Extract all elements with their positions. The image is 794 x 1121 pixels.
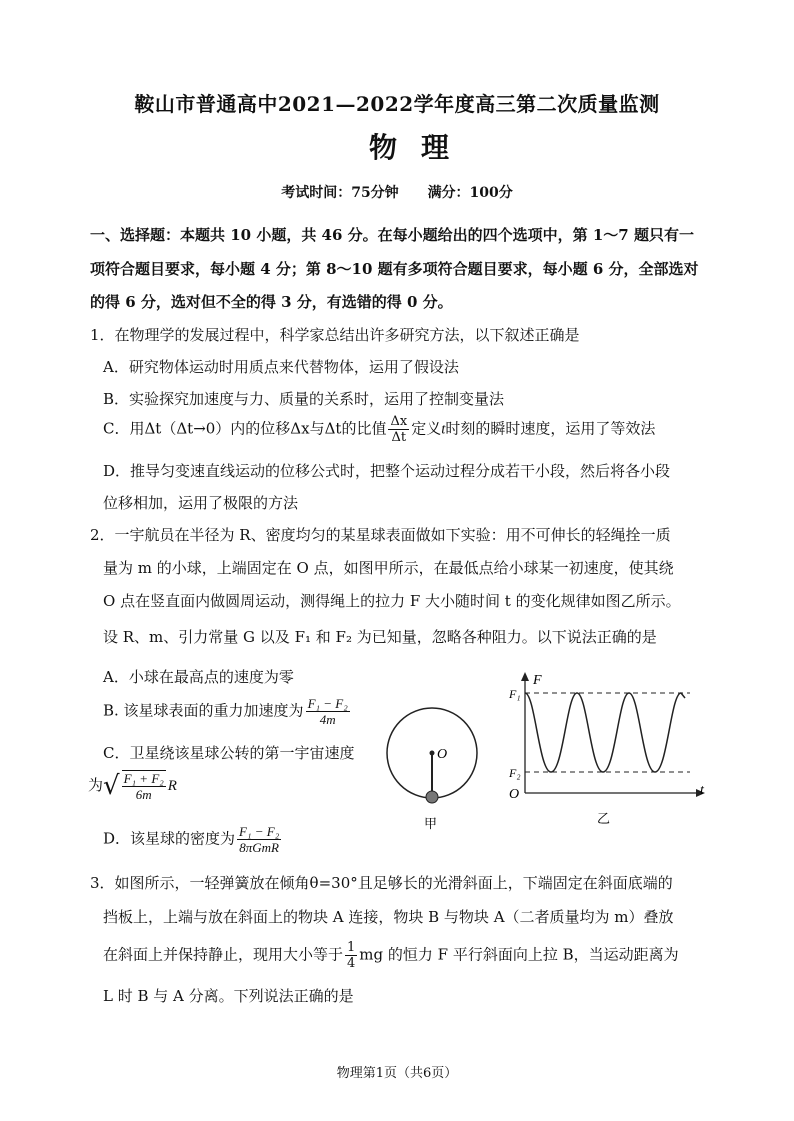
q3-stem-line1: 3．如图所示，一轻弹簧放在倾角θ=30°且足够长的光滑斜面上，下端固定在斜面底端的 xyxy=(90,874,673,892)
pivot-point xyxy=(430,751,435,756)
q2-option-b: B. 该星球表面的重力加速度为 $\frac{\text{F₁ − F₂}}{4m}$ xyxy=(103,696,348,727)
force-curve xyxy=(525,693,685,772)
full-score: 满分：100分 xyxy=(427,185,513,201)
q1-option-a: A．研究物体运动时用质点来代替物体，运用了假设法 xyxy=(103,358,459,376)
figure-jia xyxy=(380,700,480,835)
figure-yi-label: 乙 xyxy=(597,811,611,826)
figure-jia-label: 甲 xyxy=(424,816,438,831)
y-axis-label: F xyxy=(533,673,542,688)
section-instructions-line2: 项符合题目要求，每小题 4 分；第 8～10 题有多项符合题目要求，每小题 6 分，全部选对 xyxy=(90,260,699,278)
ball xyxy=(426,791,438,803)
subject-title: 物理 xyxy=(368,131,473,164)
page-footer: 物理第1页（共6页） xyxy=(336,1066,458,1081)
figure-yi xyxy=(505,668,715,833)
origin-label: O xyxy=(509,787,520,802)
f2-label: F₂ xyxy=(509,766,521,780)
q2-stem-line4: 设 R、m、引力常量 G 以及 F₁ 和 F₂ 为已知量，忽略各种阻力。以下说法正确的是 xyxy=(103,628,657,646)
q2-option-d: D．该星球的密度为 $\frac{\text{F₁ − F₂}}{\text{8πGmR}}$ xyxy=(103,824,280,855)
section-instructions-line3: 的得 6 分，选对但不全的得 3 分，有选错的得 0 分。 xyxy=(90,293,453,311)
x-axis-label: t xyxy=(700,783,704,798)
q2-option-c-line1: C．卫星绕该星球公转的第一宇宙速度 xyxy=(103,744,355,762)
q1-option-c: C．用Δt（Δt→0）内的位移Δx与Δt的比值 $\frac{\Delta x}{\Delta t}$ 定义t时刻的瞬时速度，运用了等效法 xyxy=(103,414,656,445)
q1-c-fraction: $\frac{\Delta x}{\Delta t}$ xyxy=(390,414,408,445)
q3-stem-line2: 挡板上，上端与放在斜面上的物块 A 连接，物块 B 与物块 A（二者质量均为 m）叠放 xyxy=(103,908,674,926)
q2-stem-line3: O 点在竖直面内做圆周运动，测得绳上的拉力 F 大小随时间 t 的变化规律如图乙所示。 xyxy=(103,592,681,610)
q2-stem-line2: 量为 m 的小球，上端固定在 O 点，如图甲所示，在最低点给小球某一初速度，使其绕 xyxy=(103,559,674,577)
q3-stem-line3: 在斜面上并保持静止，现用大小等于 $\frac{1}{4}$ mg 的恒力 F 平行斜面向上拉 B，当运动距离为 xyxy=(103,940,679,971)
q2-stem-line1: 2．一宇航员在半径为 R、密度均匀的某星球表面做如下实验：用不可伸长的轻绳拴一质 xyxy=(90,526,671,544)
q1-option-b: B．实验探究加速度与力、质量的关系时，运用了控制变量法 xyxy=(103,390,505,408)
exam-title: 鞍山市普通高中2021—2022学年度高三第二次质量监测 xyxy=(134,92,660,116)
q3-stem-line4: L 时 B 与 A 分离。下列说法正确的是 xyxy=(103,987,354,1005)
q1-option-d-line1: D．推导匀变速直线运动的位移公式时，把整个运动过程分成若干小段，然后将各小段 xyxy=(103,462,671,480)
point-o-label: O xyxy=(437,747,448,762)
q1-option-d-line2: 位移相加，运用了极限的方法 xyxy=(103,494,299,512)
exam-time: 考试时间：75分钟 xyxy=(281,185,399,201)
section-instructions-line1: 一、选择题：本题共 10 小题，共 46 分。在每小题给出的四个选项中，第 1～7 题只有一 xyxy=(90,226,694,244)
q2-option-a: A．小球在最高点的速度为零 xyxy=(103,668,294,686)
q2-option-c-line2: 为√ $\frac{\text{F₁ + F₂}}{6m}$ R xyxy=(88,771,177,802)
q1-stem: 1．在物理学的发展过程中，科学家总结出许多研究方法，以下叙述正确是 xyxy=(90,326,580,344)
exam-info xyxy=(0,182,794,202)
y-axis-arrow xyxy=(521,672,529,681)
f1-label: F₁ xyxy=(509,687,521,701)
